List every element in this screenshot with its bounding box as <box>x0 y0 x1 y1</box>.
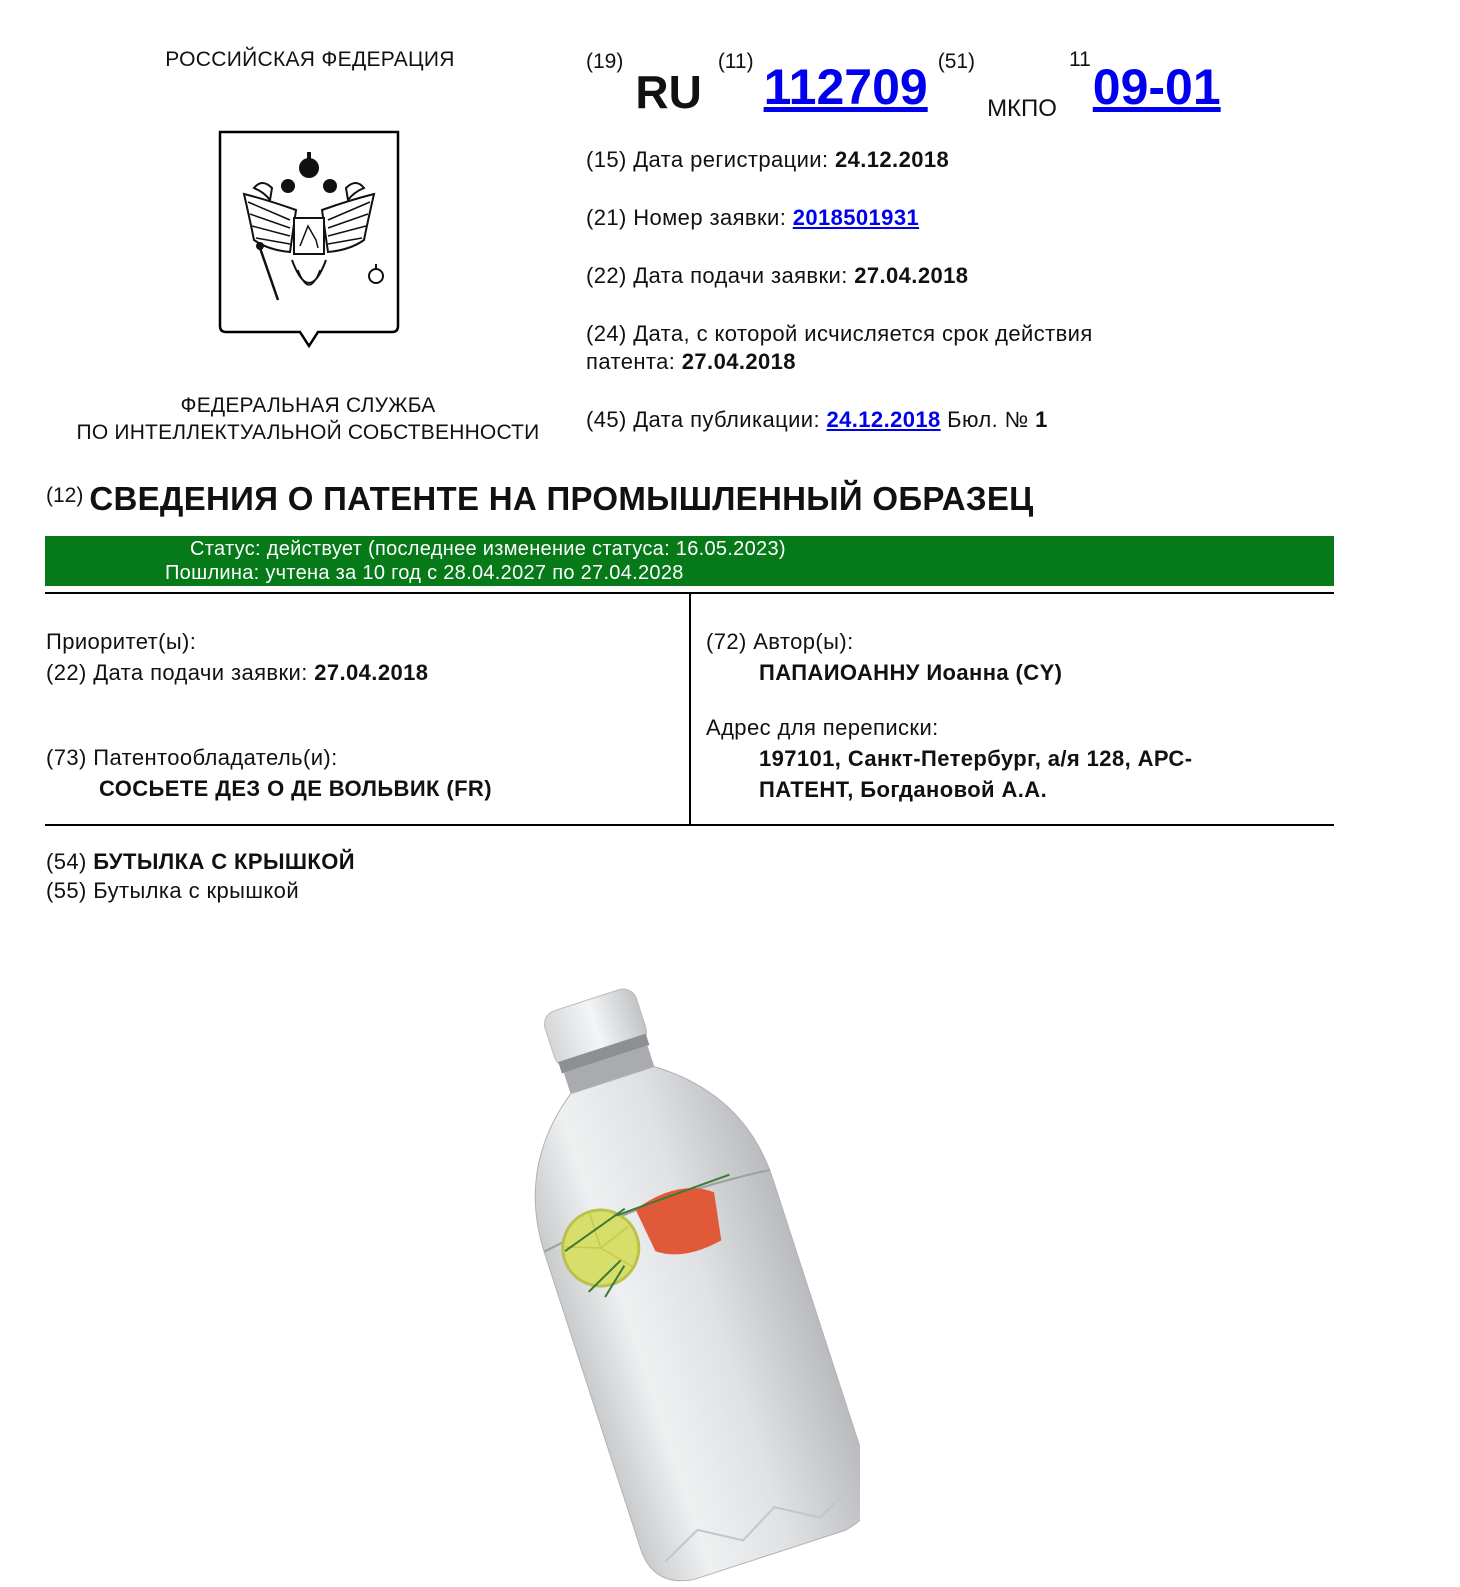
document-title-text: СВЕДЕНИЯ О ПАТЕНТЕ НА ПРОМЫШЛЕННЫЙ ОБРАЗЕЦ <box>89 480 1034 517</box>
publication-date-row <box>586 406 1206 434</box>
holder-label: (73) Патентообладатель(и): <box>46 745 338 770</box>
bottle-with-cap-image <box>520 960 860 1582</box>
author-name: ПАПАИОАННУ Иоанна (CY) <box>759 660 1063 685</box>
application-number-link[interactable]: 2018501931 <box>792 205 920 230</box>
address-line-1: 197101, Санкт-Петербург, а/я 128, АРС- <box>759 746 1193 771</box>
inid-11: (11) <box>717 50 754 73</box>
bulletin-number: 1 <box>1035 407 1048 432</box>
inid-51: (51) <box>937 50 976 73</box>
agency-name <box>48 392 568 446</box>
left-column <box>46 626 676 804</box>
inid-12: (12) <box>46 484 84 507</box>
status-banner <box>45 536 1334 586</box>
registration-date: 24.12.2018 <box>835 147 950 172</box>
inid-19: (19) <box>586 50 624 73</box>
patent-number-link[interactable]: 112709 <box>763 59 928 115</box>
divider-bottom <box>45 824 1334 826</box>
term-start-label-2: патента: <box>586 349 682 374</box>
document-title <box>46 480 1034 518</box>
design-view-label: (55) Бутылка с крышкой <box>46 878 300 903</box>
term-start-date: 27.04.2018 <box>681 349 796 374</box>
right-column <box>706 626 1326 805</box>
country-code: RU <box>635 66 702 118</box>
term-start-row <box>586 320 1206 376</box>
filing-date-label: (22) Дата подачи заявки: <box>586 263 855 288</box>
bulletin-label: Бюл. № <box>940 407 1036 432</box>
author-label: (72) Автор(ы): <box>706 629 854 654</box>
registration-date-row <box>586 146 1206 174</box>
priority-filing-row <box>46 657 676 688</box>
status-line: Статус: действует (последнее изменение статуса: 16.05.2023) <box>190 538 786 560</box>
priority-filing-date: 27.04.2018 <box>314 660 429 685</box>
russian-coat-of-arms-icon <box>218 130 400 348</box>
publication-date-link[interactable]: 24.12.2018 <box>826 407 941 432</box>
country-name: РОССИЙСКАЯ ФЕДЕРАЦИЯ <box>165 48 455 71</box>
design-titles <box>46 847 355 905</box>
fee-line: Пошлина: учтена за 10 год с 28.04.2027 по 27.04.2028 <box>165 562 684 584</box>
agency-line-2: ПО ИНТЕЛЛЕКТУАЛЬНОЙ СОБСТВЕННОСТИ <box>76 421 540 444</box>
application-number-row <box>586 204 1206 232</box>
divider-vertical <box>689 593 691 825</box>
publication-date-label: (45) Дата публикации: <box>586 407 827 432</box>
application-number-label: (21) Номер заявки: <box>586 205 793 230</box>
document-codes <box>586 48 1221 122</box>
filing-date-row <box>586 262 1206 290</box>
classification-label: МКПО <box>987 95 1057 122</box>
registration-date-label: (15) Дата регистрации: <box>586 147 835 172</box>
priority-filing-label: (22) Дата подачи заявки: <box>46 660 315 685</box>
address-label: Адрес для переписки: <box>706 715 939 740</box>
bibliographic-data <box>586 146 1206 464</box>
design-name-row <box>46 847 355 876</box>
address-line-2: ПАТЕНТ, Богдановой А.А. <box>759 777 1048 802</box>
filing-date: 27.04.2018 <box>854 263 969 288</box>
agency-line-1: ФЕДЕРАЛЬНАЯ СЛУЖБА <box>180 394 436 417</box>
classification-link[interactable]: 09-01 <box>1092 59 1221 115</box>
priority-label: Приоритет(ы): <box>46 629 197 654</box>
classification-edition: 11 <box>1068 48 1091 71</box>
patent-holder: СОСЬЕТЕ ДЕЗ О ДЕ ВОЛЬВИК (FR) <box>99 776 492 801</box>
design-name-inid: (54) <box>46 849 94 874</box>
design-name: БУТЫЛКА С КРЫШКОЙ <box>93 849 355 874</box>
term-start-label-1: (24) Дата, с которой исчисляется срок действия <box>586 321 1093 346</box>
